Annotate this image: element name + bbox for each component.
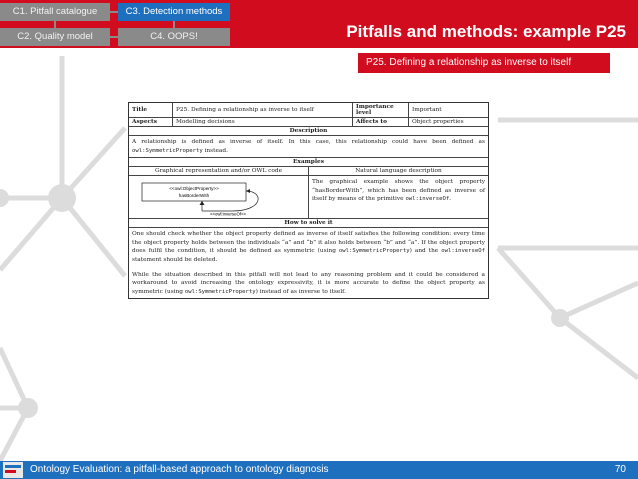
title-row: [129, 103, 488, 118]
nav-tab-oops[interactable]: C4. OOPS!: [118, 28, 230, 46]
solve-paragraph-1: [132, 230, 485, 264]
nav-tab-pitfall-catalogue[interactable]: C1. Pitfall catalogue: [0, 3, 110, 21]
importance-value: Important: [412, 107, 442, 113]
nav-connector: [110, 11, 118, 13]
description-code: owl:SymmetricProperty: [132, 147, 203, 154]
solve-row: [129, 228, 488, 298]
aspects-label: Aspects: [129, 118, 173, 126]
solve-p2-text: While the situation described in this pitfall will not lead to any reasoning problem and it could be considered a workaround to avoid increasing the ontology expressivity, it is more accurate to define the object property as symmetric (using: [132, 271, 485, 295]
affects-label: Affects to: [353, 118, 409, 126]
nav-connector: [54, 21, 56, 28]
footer-bar: [0, 461, 638, 479]
diagram-box-name: hasBorderWith: [178, 193, 210, 199]
graphical-header: Graphical representation and/or OWL code: [129, 167, 309, 175]
description-text-end: instead.: [202, 147, 228, 154]
description-row: [129, 136, 488, 158]
examples-subheader-row: [129, 167, 488, 176]
top-navigation-bar: [0, 0, 638, 48]
aspects-row: [129, 118, 488, 127]
title-label: Title: [129, 103, 173, 117]
solve-p1-text-c: statement should be deleted.: [132, 256, 218, 263]
solve-p1-code-inverse: owl:inverseOf: [441, 248, 486, 255]
diagram-box-stereotype: <<owl:ObjectProperty>>: [169, 186, 219, 192]
aspects-value: Modelling decisions: [173, 118, 353, 126]
affects-value: Object properties: [412, 119, 464, 125]
page-title: Pitfalls and methods: example P25: [346, 22, 626, 41]
graphical-cell: [129, 176, 309, 218]
description-text-main: A relationship is defined as inverse of itself. In this case, this relationship could have been defined as: [132, 139, 485, 145]
solve-header-row: [129, 219, 488, 228]
natural-text: The graphical example shows the object property “hasBorderWith”, which has been defined as inverse of itself by means of the primitive: [312, 179, 485, 203]
nav-tab-quality-model[interactable]: C2. Quality model: [0, 28, 110, 46]
examples-row: [129, 176, 488, 219]
solve-paragraph-2: [132, 271, 485, 297]
solve-p2-text-b: ) instead of as inverse to itself.: [255, 288, 346, 295]
natural-language-cell: [309, 176, 488, 218]
description-text: [129, 136, 488, 157]
pitfall-subtitle: P25. Defining a relationship as inverse to itself: [358, 53, 610, 73]
inverse-of-diagram: [132, 177, 306, 217]
solve-header: How to solve it: [284, 220, 333, 227]
solve-p2-code: owl:SymmetricProperty: [184, 288, 256, 295]
solve-p1-code-symmetric: owl:SymmetricProperty: [338, 248, 410, 255]
page-number: 70: [614, 464, 626, 475]
title-value: P25. Defining a relationship as inverse to itself: [173, 103, 353, 117]
description-header: Description: [289, 128, 328, 134]
nav-connector: [173, 21, 175, 28]
examples-header: Examples: [293, 159, 324, 166]
solve-text: [129, 228, 488, 298]
natural-text-end: .: [449, 196, 452, 203]
importance-label: Importance level: [353, 103, 409, 117]
nav-tab-detection-methods[interactable]: C3. Detection methods: [118, 3, 230, 21]
diagram-loop-label: <<owl:inverseOf>>: [209, 211, 247, 217]
nav-connector: [110, 36, 118, 38]
solve-p1-text: One should check whether the object property defined as inverse of itself satisfies the following condition: every time the object property holds between the individuals “a” and “b” it also holds between “b” and “a”. If the object property does fulfil the condition, it should be defined as symmetric (using: [132, 231, 485, 255]
natural-header: Natural language description: [355, 168, 442, 175]
footer-title: Ontology Evaluation: a pitfall-based approach to ontology diagnosis: [30, 464, 329, 475]
natural-code: owl:inverseOf: [405, 196, 450, 203]
examples-header-row: [129, 158, 488, 167]
pitfall-table: [128, 102, 489, 299]
description-header-row: [129, 127, 488, 136]
university-logo: [3, 462, 23, 478]
solve-p1-text-b: ) and the: [409, 248, 439, 255]
